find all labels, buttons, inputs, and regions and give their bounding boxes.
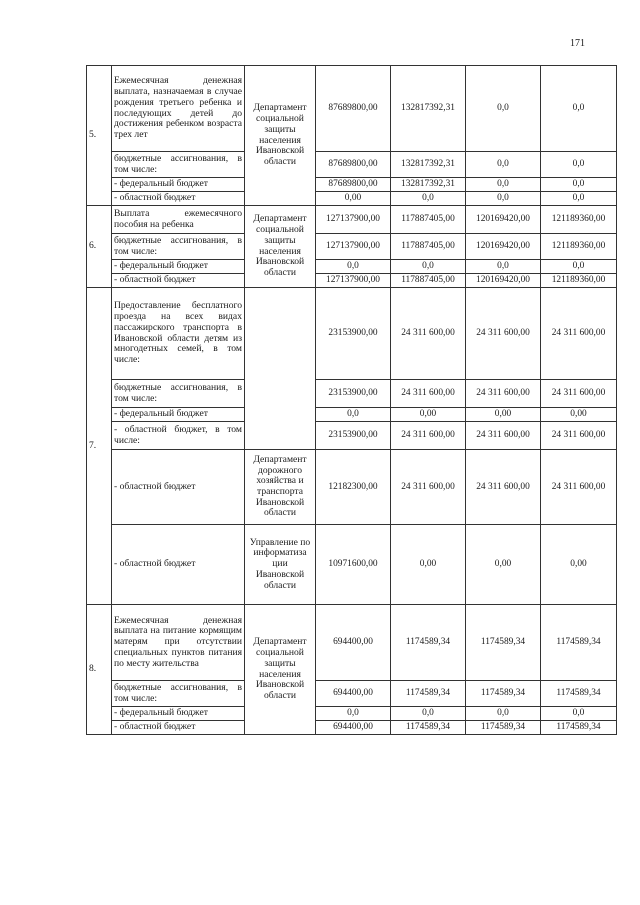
value-cell: 12182300,00 <box>316 450 391 525</box>
value-cell: 117887405,00 <box>391 234 466 260</box>
executor-cell: Департамент социальной защиты населения Ивановской области <box>245 605 316 735</box>
program-name: Ежемесячная денежная выплата на питание кормящим матерям при отсутствии специальных пунктов питания по месту жительства <box>112 605 245 681</box>
value-cell: 24 311 600,00 <box>391 422 466 450</box>
table-row <box>87 605 617 681</box>
value-cell: 0,0 <box>466 152 541 178</box>
value-cell: 117887405,00 <box>391 274 466 288</box>
table-row <box>87 450 617 525</box>
value-cell: 23153900,00 <box>316 288 391 380</box>
table-row <box>87 681 617 707</box>
table-row <box>87 288 617 380</box>
value-cell: 127137900,00 <box>316 234 391 260</box>
value-cell: 117887405,00 <box>391 206 466 234</box>
value-cell: 24 311 600,00 <box>466 380 541 408</box>
value-cell: 694400,00 <box>316 721 391 735</box>
table-row <box>87 422 617 450</box>
executor-cell: Департамент социальной защиты населения Ивановской области <box>245 66 316 206</box>
value-cell: 0,0 <box>391 707 466 721</box>
value-cell: 1174589,34 <box>466 681 541 707</box>
section-number: 6. <box>87 206 112 288</box>
value-cell: 0,0 <box>466 707 541 721</box>
value-cell: 121189360,00 <box>541 234 617 260</box>
value-cell: 1174589,34 <box>391 605 466 681</box>
row-label: - областной бюджет <box>112 721 245 735</box>
value-cell: 24 311 600,00 <box>541 422 617 450</box>
table-row <box>87 380 617 408</box>
section-number: 8. <box>87 605 112 735</box>
value-cell: 87689800,00 <box>316 66 391 152</box>
value-cell: 0,0 <box>541 152 617 178</box>
row-label: - областной бюджет <box>112 450 245 525</box>
value-cell: 0,00 <box>541 525 617 605</box>
row-label: бюджетные ассигнования, в том числе: <box>112 234 245 260</box>
value-cell: 120169420,00 <box>466 274 541 288</box>
value-cell: 694400,00 <box>316 681 391 707</box>
row-label: - областной бюджет, в том числе: <box>112 422 245 450</box>
table-row <box>87 721 617 735</box>
value-cell: 24 311 600,00 <box>391 288 466 380</box>
value-cell: 1174589,34 <box>466 721 541 735</box>
value-cell: 1174589,34 <box>541 681 617 707</box>
value-cell: 24 311 600,00 <box>391 450 466 525</box>
row-label: - федеральный бюджет <box>112 178 245 192</box>
value-cell: 1174589,34 <box>466 605 541 681</box>
program-name: Ежемесячная денежная выплата, назначаемая в случае рождения третьего ребенка и последующих детей до достижения ребенком возраста трех лет <box>112 66 245 152</box>
value-cell: 87689800,00 <box>316 152 391 178</box>
value-cell: 24 311 600,00 <box>466 450 541 525</box>
value-cell: 1174589,34 <box>391 681 466 707</box>
value-cell: 0,0 <box>391 260 466 274</box>
value-cell: 1174589,34 <box>541 605 617 681</box>
value-cell: 694400,00 <box>316 605 391 681</box>
row-label: - федеральный бюджет <box>112 408 245 422</box>
table-row <box>87 707 617 721</box>
value-cell: 0,00 <box>391 525 466 605</box>
page-number: 171 <box>570 38 585 49</box>
table-row <box>87 525 617 605</box>
table-row <box>87 274 617 288</box>
value-cell: 24 311 600,00 <box>466 422 541 450</box>
value-cell: 0,0 <box>466 66 541 152</box>
value-cell: 0,00 <box>391 408 466 422</box>
value-cell: 24 311 600,00 <box>541 450 617 525</box>
value-cell: 0,0 <box>391 192 466 206</box>
value-cell: 0,0 <box>541 66 617 152</box>
budget-table <box>86 65 617 735</box>
value-cell: 0,00 <box>541 408 617 422</box>
table-row <box>87 206 617 234</box>
value-cell: 0,00 <box>466 408 541 422</box>
value-cell: 0,00 <box>316 192 391 206</box>
value-cell: 132817392,31 <box>391 152 466 178</box>
table-row <box>87 234 617 260</box>
program-name: Предоставление бесплатного проезда на всех видах пассажирского транспорта в Ивановской области детям из многодетных семей, в том числе: <box>112 288 245 380</box>
executor-cell: Департамент дорожного хозяйства и транспорта Ивановской области <box>245 450 316 525</box>
value-cell: 0,00 <box>466 525 541 605</box>
value-cell: 121189360,00 <box>541 206 617 234</box>
value-cell: 0,0 <box>466 260 541 274</box>
value-cell: 132817392,31 <box>391 66 466 152</box>
row-label: - областной бюджет <box>112 525 245 605</box>
value-cell: 1174589,34 <box>541 721 617 735</box>
value-cell: 127137900,00 <box>316 274 391 288</box>
executor-cell: Управление по информатиза ции Ивановской области <box>245 525 316 605</box>
section-number: 5. <box>87 66 112 206</box>
value-cell: 127137900,00 <box>316 206 391 234</box>
value-cell: 0,0 <box>466 192 541 206</box>
value-cell: 24 311 600,00 <box>541 288 617 380</box>
value-cell: 0,0 <box>541 178 617 192</box>
row-label: - федеральный бюджет <box>112 260 245 274</box>
row-label: - федеральный бюджет <box>112 707 245 721</box>
value-cell: 0,0 <box>316 260 391 274</box>
value-cell: 120169420,00 <box>466 206 541 234</box>
value-cell: 0,0 <box>541 707 617 721</box>
value-cell: 0,0 <box>316 408 391 422</box>
table-row <box>87 152 617 178</box>
row-label: бюджетные ассигнования, в том числе: <box>112 681 245 707</box>
value-cell: 120169420,00 <box>466 234 541 260</box>
row-label: - областной бюджет <box>112 192 245 206</box>
value-cell: 121189360,00 <box>541 274 617 288</box>
value-cell: 132817392,31 <box>391 178 466 192</box>
executor-cell-empty <box>245 288 316 450</box>
value-cell: 24 311 600,00 <box>466 288 541 380</box>
table-row <box>87 408 617 422</box>
executor-cell: Департамент социальной защиты населения Ивановской области <box>245 206 316 288</box>
value-cell: 1174589,34 <box>391 721 466 735</box>
table-row <box>87 66 617 152</box>
table-row <box>87 192 617 206</box>
row-label: бюджетные ассигнования, в том числе: <box>112 152 245 178</box>
program-name: Выплата ежемесячного пособия на ребенка <box>112 206 245 234</box>
row-label: бюджетные ассигнования, в том числе: <box>112 380 245 408</box>
value-cell: 0,0 <box>541 260 617 274</box>
table-row <box>87 178 617 192</box>
table-row <box>87 260 617 274</box>
value-cell: 0,0 <box>541 192 617 206</box>
value-cell: 24 311 600,00 <box>391 380 466 408</box>
row-label: - областной бюджет <box>112 274 245 288</box>
value-cell: 23153900,00 <box>316 422 391 450</box>
value-cell: 0,0 <box>316 707 391 721</box>
section-number: 7. <box>87 288 112 605</box>
value-cell: 10971600,00 <box>316 525 391 605</box>
value-cell: 23153900,00 <box>316 380 391 408</box>
value-cell: 87689800,00 <box>316 178 391 192</box>
value-cell: 24 311 600,00 <box>541 380 617 408</box>
value-cell: 0,0 <box>466 178 541 192</box>
